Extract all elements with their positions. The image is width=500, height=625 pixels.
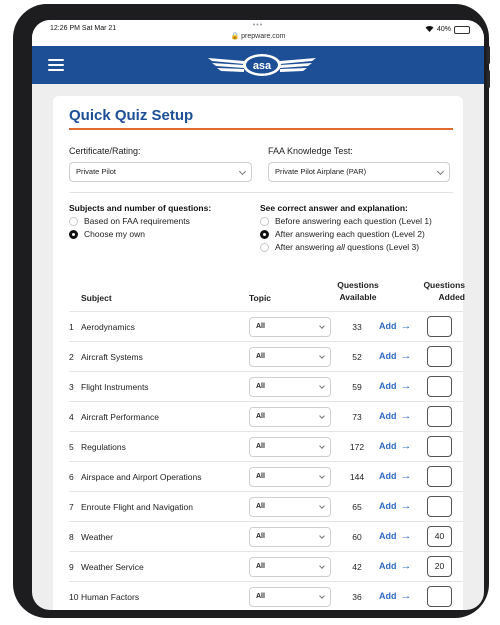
add-button[interactable]: [379, 321, 412, 331]
row-subject: Regulations: [81, 442, 126, 452]
faa-test-select[interactable]: [268, 162, 450, 182]
certificate-label: Certificate/Rating:: [69, 146, 141, 156]
chevron-down-icon: [319, 383, 325, 389]
subjects-heading: Subjects and number of questions:: [69, 203, 212, 213]
row-subject: Flight Instruments: [81, 382, 149, 392]
row-number: 2: [69, 352, 74, 362]
topic-value: All: [256, 413, 265, 420]
add-button[interactable]: [379, 411, 412, 421]
table-row: [69, 401, 463, 431]
certificate-select[interactable]: [69, 162, 252, 182]
radio-circle: [260, 230, 269, 239]
questions-available: 42: [352, 562, 362, 572]
device-button: [487, 46, 490, 64]
add-button[interactable]: [379, 561, 412, 571]
add-label: Add: [379, 351, 397, 361]
topic-value: All: [256, 353, 265, 360]
status-bar: [32, 20, 484, 46]
topic-select[interactable]: [249, 587, 331, 607]
questions-available: 172: [349, 442, 365, 452]
questions-added-input[interactable]: [427, 316, 452, 337]
topic-value: All: [256, 563, 265, 570]
chevron-down-icon: [319, 473, 325, 479]
arrow-right-icon: →: [400, 530, 412, 542]
table-row: [69, 431, 463, 461]
battery-percent: 40%: [436, 26, 451, 33]
row-subject: Weather Service: [81, 562, 144, 572]
add-label: Add: [379, 591, 397, 601]
table-row: [69, 551, 463, 581]
questions-added-input[interactable]: [427, 496, 452, 517]
topic-select[interactable]: [249, 467, 331, 487]
radio-circle: [69, 230, 78, 239]
add-button[interactable]: [379, 381, 412, 391]
topic-select[interactable]: [249, 407, 331, 427]
add-button[interactable]: [379, 531, 412, 541]
topic-select[interactable]: [249, 317, 331, 337]
add-label: Add: [379, 381, 397, 391]
add-button[interactable]: [379, 351, 412, 361]
multitask-dots-icon[interactable]: •••: [252, 22, 264, 29]
row-number: 5: [69, 442, 74, 452]
topic-value: All: [256, 503, 265, 510]
row-number: 3: [69, 382, 74, 392]
status-time: 12:26 PM Sat Mar 21: [50, 25, 117, 32]
arrow-right-icon: →: [400, 380, 412, 392]
wifi-icon: [425, 25, 434, 34]
topic-value: All: [256, 443, 265, 450]
topic-select[interactable]: [249, 497, 331, 517]
chevron-down-icon: [319, 323, 325, 329]
row-number: 7: [69, 502, 74, 512]
column-questions-available: Questions Available: [337, 280, 379, 302]
arrow-right-icon: →: [400, 470, 412, 482]
url-text: prepware.com: [241, 33, 286, 40]
chevron-down-icon: [319, 443, 325, 449]
add-label: Add: [379, 471, 397, 481]
app-header: [32, 46, 484, 84]
row-subject: Aircraft Systems: [81, 352, 143, 362]
table-row: [69, 341, 463, 371]
radio-label: Choose my own: [84, 229, 145, 239]
radio-label: Before answering each question (Level 1): [275, 216, 432, 226]
radio-label: After answering all questions (Level 3): [275, 242, 420, 252]
add-label: Add: [379, 531, 397, 541]
add-button[interactable]: [379, 501, 412, 511]
questions-added-input[interactable]: [427, 466, 452, 487]
topic-value: All: [256, 473, 265, 480]
battery-icon: [454, 26, 470, 34]
radio-circle: [260, 217, 269, 226]
row-subject: Enroute Flight and Navigation: [81, 502, 193, 512]
radio-label: After answering each question (Level 2): [275, 229, 425, 239]
page-title: Quick Quiz Setup: [69, 107, 194, 124]
add-label: Add: [379, 411, 397, 421]
tablet-screen: [32, 20, 484, 610]
chevron-down-icon: [239, 168, 246, 175]
arrow-right-icon: →: [400, 350, 412, 362]
answer-heading: See correct answer and explanation:: [260, 203, 408, 213]
radio-faa-requirements[interactable]: [69, 216, 190, 226]
chevron-down-icon: [319, 503, 325, 509]
chevron-down-icon: [319, 593, 325, 599]
chevron-down-icon: [319, 413, 325, 419]
topic-select[interactable]: [249, 557, 331, 577]
row-number: 9: [69, 562, 74, 572]
row-subject: Human Factors: [81, 592, 140, 602]
row-subject: Airspace and Airport Operations: [81, 472, 202, 482]
topic-value: All: [256, 533, 265, 540]
arrow-right-icon: →: [400, 560, 412, 572]
topic-select[interactable]: [249, 347, 331, 367]
title-underline: [69, 128, 453, 130]
topic-value: All: [256, 323, 265, 330]
certificate-value: Private Pilot: [76, 167, 117, 176]
column-topic: Topic: [249, 293, 272, 303]
radio-choose-my-own[interactable]: [69, 229, 145, 239]
row-subject: Weather: [81, 532, 113, 542]
table-row: [69, 311, 463, 341]
asa-wings-logo: [204, 50, 320, 80]
faa-test-label: FAA Knowledge Test:: [268, 146, 353, 156]
add-label: Add: [379, 441, 397, 451]
topic-select[interactable]: [249, 527, 331, 547]
radio-circle: [69, 217, 78, 226]
radio-label: Based on FAA requirements: [84, 216, 190, 226]
questions-added-input[interactable]: [427, 586, 452, 607]
questions-available: 59: [352, 382, 362, 392]
questions-available: 144: [349, 472, 365, 482]
hamburger-menu-icon[interactable]: [48, 59, 64, 71]
questions-available: 60: [352, 532, 362, 542]
radio-level-1[interactable]: [260, 216, 432, 226]
chevron-down-icon: [319, 563, 325, 569]
questions-added-input[interactable]: 40: [427, 526, 452, 547]
radio-circle: [260, 243, 269, 252]
questions-available: 36: [352, 592, 362, 602]
questions-added-input[interactable]: [427, 376, 452, 397]
table-row: [69, 521, 463, 551]
add-label: Add: [379, 321, 397, 331]
row-number: 6: [69, 472, 74, 482]
row-subject: Aircraft Performance: [81, 412, 159, 422]
add-label: Add: [379, 501, 397, 511]
table-row: [69, 581, 463, 610]
add-label: Add: [379, 561, 397, 571]
topic-select[interactable]: [249, 437, 331, 457]
chevron-down-icon: [319, 353, 325, 359]
arrow-right-icon: →: [400, 500, 412, 512]
arrow-right-icon: →: [400, 410, 412, 422]
topic-value: All: [256, 593, 265, 600]
chevron-down-icon: [437, 168, 444, 175]
radio-level-2[interactable]: [260, 229, 425, 239]
questions-added-input[interactable]: [427, 436, 452, 457]
row-subject: Aerodynamics: [81, 322, 135, 332]
arrow-right-icon: →: [400, 590, 412, 602]
questions-available: 73: [352, 412, 362, 422]
add-button[interactable]: [379, 471, 412, 481]
column-questions-added: Questions Added: [423, 280, 465, 302]
radio-level-3[interactable]: [260, 242, 419, 252]
questions-available: 65: [352, 502, 362, 512]
quiz-setup-card: [53, 96, 463, 610]
row-number: 10: [69, 592, 79, 602]
section-divider: [69, 192, 453, 193]
logo-text: asa: [252, 60, 272, 72]
table-row: [69, 491, 463, 521]
add-button[interactable]: [379, 441, 412, 451]
row-number: 1: [69, 322, 74, 332]
column-subject: Subject: [81, 293, 112, 303]
questions-added-input[interactable]: [427, 346, 452, 367]
status-right: [425, 25, 470, 34]
url-label[interactable]: 🔒 prepware.com: [230, 33, 286, 40]
row-number: 4: [69, 412, 74, 422]
device-button: [487, 70, 490, 88]
table-row: [69, 461, 463, 491]
questions-added-input[interactable]: 20: [427, 556, 452, 577]
questions-available: 52: [352, 352, 362, 362]
questions-available: 33: [352, 322, 362, 332]
tablet-frame: [13, 4, 489, 618]
arrow-right-icon: →: [400, 440, 412, 452]
arrow-right-icon: →: [400, 320, 412, 332]
add-button[interactable]: [379, 591, 412, 601]
topic-value: All: [256, 383, 265, 390]
chevron-down-icon: [319, 533, 325, 539]
faa-test-value: Private Pilot Airplane (PAR): [275, 167, 367, 176]
table-row: [69, 371, 463, 401]
topic-select[interactable]: [249, 377, 331, 397]
row-number: 8: [69, 532, 74, 542]
questions-added-input[interactable]: [427, 406, 452, 427]
